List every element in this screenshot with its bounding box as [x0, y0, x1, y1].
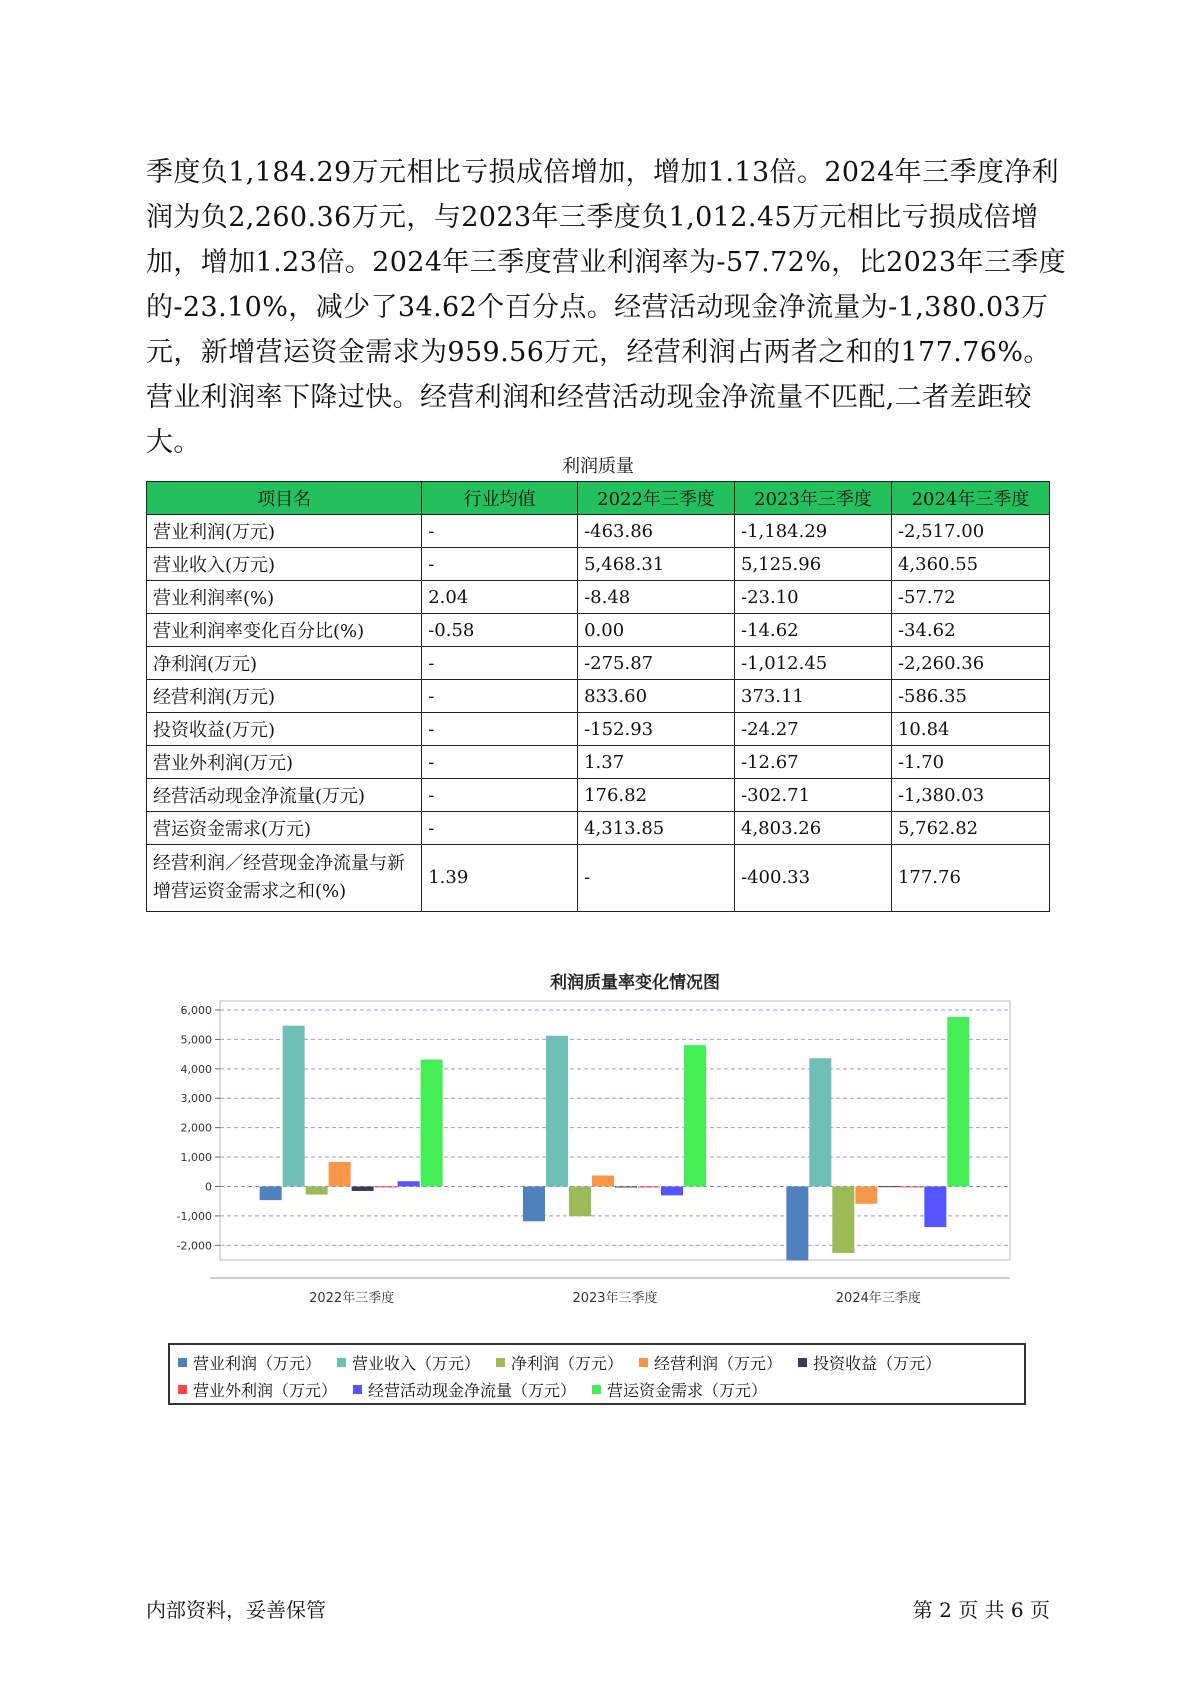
table-cell-value: -57.72	[891, 581, 1049, 614]
table-cell-value: 176.82	[578, 779, 735, 812]
bar	[569, 1186, 591, 1216]
table-cell-item: 营运资金需求(万元)	[147, 812, 422, 845]
bar	[855, 1186, 877, 1203]
table-row	[147, 812, 1050, 845]
y-tick-label: 5,000	[180, 1033, 212, 1047]
bar	[786, 1186, 808, 1260]
header-2024q3: 2024年三季度	[891, 482, 1049, 515]
table-row	[147, 581, 1050, 614]
table-row	[147, 713, 1050, 746]
bar	[375, 1186, 397, 1187]
y-tick-label: 4,000	[180, 1062, 212, 1076]
table-cell-value: -1.70	[891, 746, 1049, 779]
bar	[924, 1186, 946, 1227]
legend-item	[592, 1376, 767, 1403]
table-row	[147, 845, 1050, 912]
bar	[546, 1036, 568, 1187]
legend-swatch	[592, 1385, 601, 1394]
table-cell-value: 1.37	[578, 746, 735, 779]
table-cell-item: 营业利润(万元)	[147, 515, 422, 548]
table-row	[147, 680, 1050, 713]
table-cell-item: 经营活动现金净流量(万元)	[147, 779, 422, 812]
bar	[615, 1186, 637, 1187]
table-cell-value: -	[422, 680, 578, 713]
table-cell-value: 0.00	[578, 614, 735, 647]
table-cell-value: -152.93	[578, 713, 735, 746]
bar	[592, 1175, 614, 1186]
bar	[283, 1026, 305, 1187]
table-cell-value: -34.62	[891, 614, 1049, 647]
bar	[329, 1162, 351, 1187]
table-cell-value: 833.60	[578, 680, 735, 713]
y-tick-label: 1,000	[180, 1151, 212, 1165]
table-cell-value: -12.67	[735, 746, 892, 779]
legend-item	[496, 1349, 623, 1376]
legend-label: 营运资金需求（万元）	[607, 1381, 768, 1400]
bar-chart	[140, 960, 1060, 1340]
table-row	[147, 614, 1050, 647]
table-row	[147, 746, 1050, 779]
legend-label: 经营活动现金净流量（万元）	[368, 1381, 577, 1400]
x-tick-label: 2023年三季度	[572, 1291, 658, 1306]
x-tick-label: 2024年三季度	[835, 1291, 921, 1306]
table-cell-value: -400.33	[735, 845, 892, 912]
table-cell-value: -2,517.00	[891, 515, 1049, 548]
bar	[398, 1181, 420, 1186]
table-cell-value: -0.58	[422, 614, 578, 647]
legend-label: 营业收入（万元）	[352, 1354, 481, 1373]
x-tick-label: 2022年三季度	[309, 1291, 395, 1306]
bar	[947, 1017, 969, 1186]
header-2022q3: 2022年三季度	[578, 482, 735, 515]
legend-label: 经营利润（万元）	[654, 1354, 783, 1373]
table-cell-value: -24.27	[735, 713, 892, 746]
footer-page-number: 第 2 页 共 6 页	[912, 1598, 1050, 1622]
table-cell-value: -1,012.45	[735, 647, 892, 680]
table-row	[147, 647, 1050, 680]
table-cell-value: -2,260.36	[891, 647, 1049, 680]
table-cell-value: -	[422, 746, 578, 779]
table-cell-value: -586.35	[891, 680, 1049, 713]
table-title: 利润质量	[562, 456, 634, 477]
bar	[661, 1186, 683, 1195]
legend-label: 营业利润（万元）	[193, 1354, 322, 1373]
legend-item	[178, 1349, 321, 1376]
table-cell-value: -463.86	[578, 515, 735, 548]
table-cell-value: -	[422, 779, 578, 812]
table-cell-value: -302.71	[735, 779, 892, 812]
table-row	[147, 548, 1050, 581]
table-cell-value: -	[578, 845, 735, 912]
y-tick-label: -2,000	[176, 1239, 212, 1253]
bar	[306, 1186, 328, 1194]
legend-label: 营业外利润（万元）	[193, 1381, 338, 1400]
table-cell-value: 373.11	[735, 680, 892, 713]
bar	[901, 1186, 923, 1187]
table-cell-value: -275.87	[578, 647, 735, 680]
header-2023q3: 2023年三季度	[735, 482, 892, 515]
footer-confidential-note: 内部资料，妥善保管	[146, 1598, 326, 1622]
legend-swatch	[639, 1358, 648, 1367]
legend-label: 净利润（万元）	[511, 1354, 624, 1373]
bar	[638, 1186, 660, 1187]
table-cell-value: 10.84	[891, 713, 1049, 746]
table-cell-value: -	[422, 713, 578, 746]
table-cell-item: 营业利润率变化百分比(%)	[147, 614, 422, 647]
y-tick-label: 6,000	[180, 1004, 212, 1017]
legend-item	[798, 1349, 941, 1376]
table-cell-item: 营业外利润(万元)	[147, 746, 422, 779]
table-cell-value: -23.10	[735, 581, 892, 614]
profit-quality-table	[146, 481, 1050, 912]
header-industry-avg: 行业均值	[422, 482, 578, 515]
bar	[421, 1060, 443, 1187]
table-cell-value: 5,125.96	[735, 548, 892, 581]
table-cell-item: 经营利润(万元)	[147, 680, 422, 713]
legend-swatch	[178, 1358, 187, 1367]
table-cell-value: -	[422, 515, 578, 548]
table-cell-item: 营业收入(万元)	[147, 548, 422, 581]
table-cell-item: 经营利润／经营现金净流量与新增营运资金需求之和(%)	[147, 845, 422, 912]
table-cell-item: 净利润(万元)	[147, 647, 422, 680]
bar	[684, 1045, 706, 1186]
legend-swatch	[178, 1385, 187, 1394]
y-tick-label: 3,000	[180, 1092, 212, 1106]
legend-swatch	[353, 1385, 362, 1394]
bar	[809, 1058, 831, 1186]
header-item-name: 项目名	[147, 482, 422, 515]
y-tick-label: 2,000	[180, 1121, 212, 1135]
table-cell-item: 投资收益(万元)	[147, 713, 422, 746]
y-tick-label: 0	[205, 1180, 212, 1194]
legend-item	[337, 1349, 480, 1376]
legend-label: 投资收益（万元）	[813, 1354, 942, 1373]
bar	[832, 1186, 854, 1252]
table-cell-value: -	[422, 548, 578, 581]
table-cell-value: -1,380.03	[891, 779, 1049, 812]
table-cell-value: -	[422, 812, 578, 845]
chart-legend	[168, 1343, 1026, 1405]
legend-item	[353, 1376, 576, 1403]
bar	[878, 1186, 900, 1187]
bar	[523, 1186, 545, 1221]
table-cell-value: 4,803.26	[735, 812, 892, 845]
table-cell-value: -	[422, 647, 578, 680]
table-cell-value: 5,762.82	[891, 812, 1049, 845]
legend-item	[178, 1376, 337, 1403]
table-cell-value: 4,313.85	[578, 812, 735, 845]
table-cell-value: -14.62	[735, 614, 892, 647]
bar	[260, 1186, 282, 1200]
table-row	[147, 515, 1050, 548]
table-cell-value: 1.39	[422, 845, 578, 912]
table-row	[147, 779, 1050, 812]
table-cell-value: 5,468.31	[578, 548, 735, 581]
legend-item	[639, 1349, 782, 1376]
legend-swatch	[798, 1358, 807, 1367]
table-cell-item: 营业利润率(%)	[147, 581, 422, 614]
table-header-row	[147, 482, 1050, 515]
paragraph-profit-analysis: 季度负1,184.29万元相比亏损成倍增加，增加1.13倍。2024年三季度净利润为负2,260.36万元，与2023年三季度负1,012.45万元相比亏损成倍增加，增加1.23倍。2024年三季度营业利润率为-57.72%，比2023年三季度的-23.10%，减少了34.62个百分点。经营活动现金净流量为-1,380.03万元，新增营运资金需求为959.56万元，经营利润占两者之和的177.76%。营业利润率下降过快。经营利润和经营活动现金净流量不匹配,二者差距较大。	[146, 157, 1067, 458]
table-cell-value: 4,360.55	[891, 548, 1049, 581]
table-cell-value: 2.04	[422, 581, 578, 614]
table-cell-value: -8.48	[578, 581, 735, 614]
legend-swatch	[496, 1358, 505, 1367]
table-cell-value: 177.76	[891, 845, 1049, 912]
chart-title: 利润质量率变化情况图	[550, 973, 720, 993]
bar	[352, 1186, 374, 1190]
y-tick-label: -1,000	[176, 1209, 212, 1223]
table-cell-value: -1,184.29	[735, 515, 892, 548]
legend-swatch	[337, 1358, 346, 1367]
